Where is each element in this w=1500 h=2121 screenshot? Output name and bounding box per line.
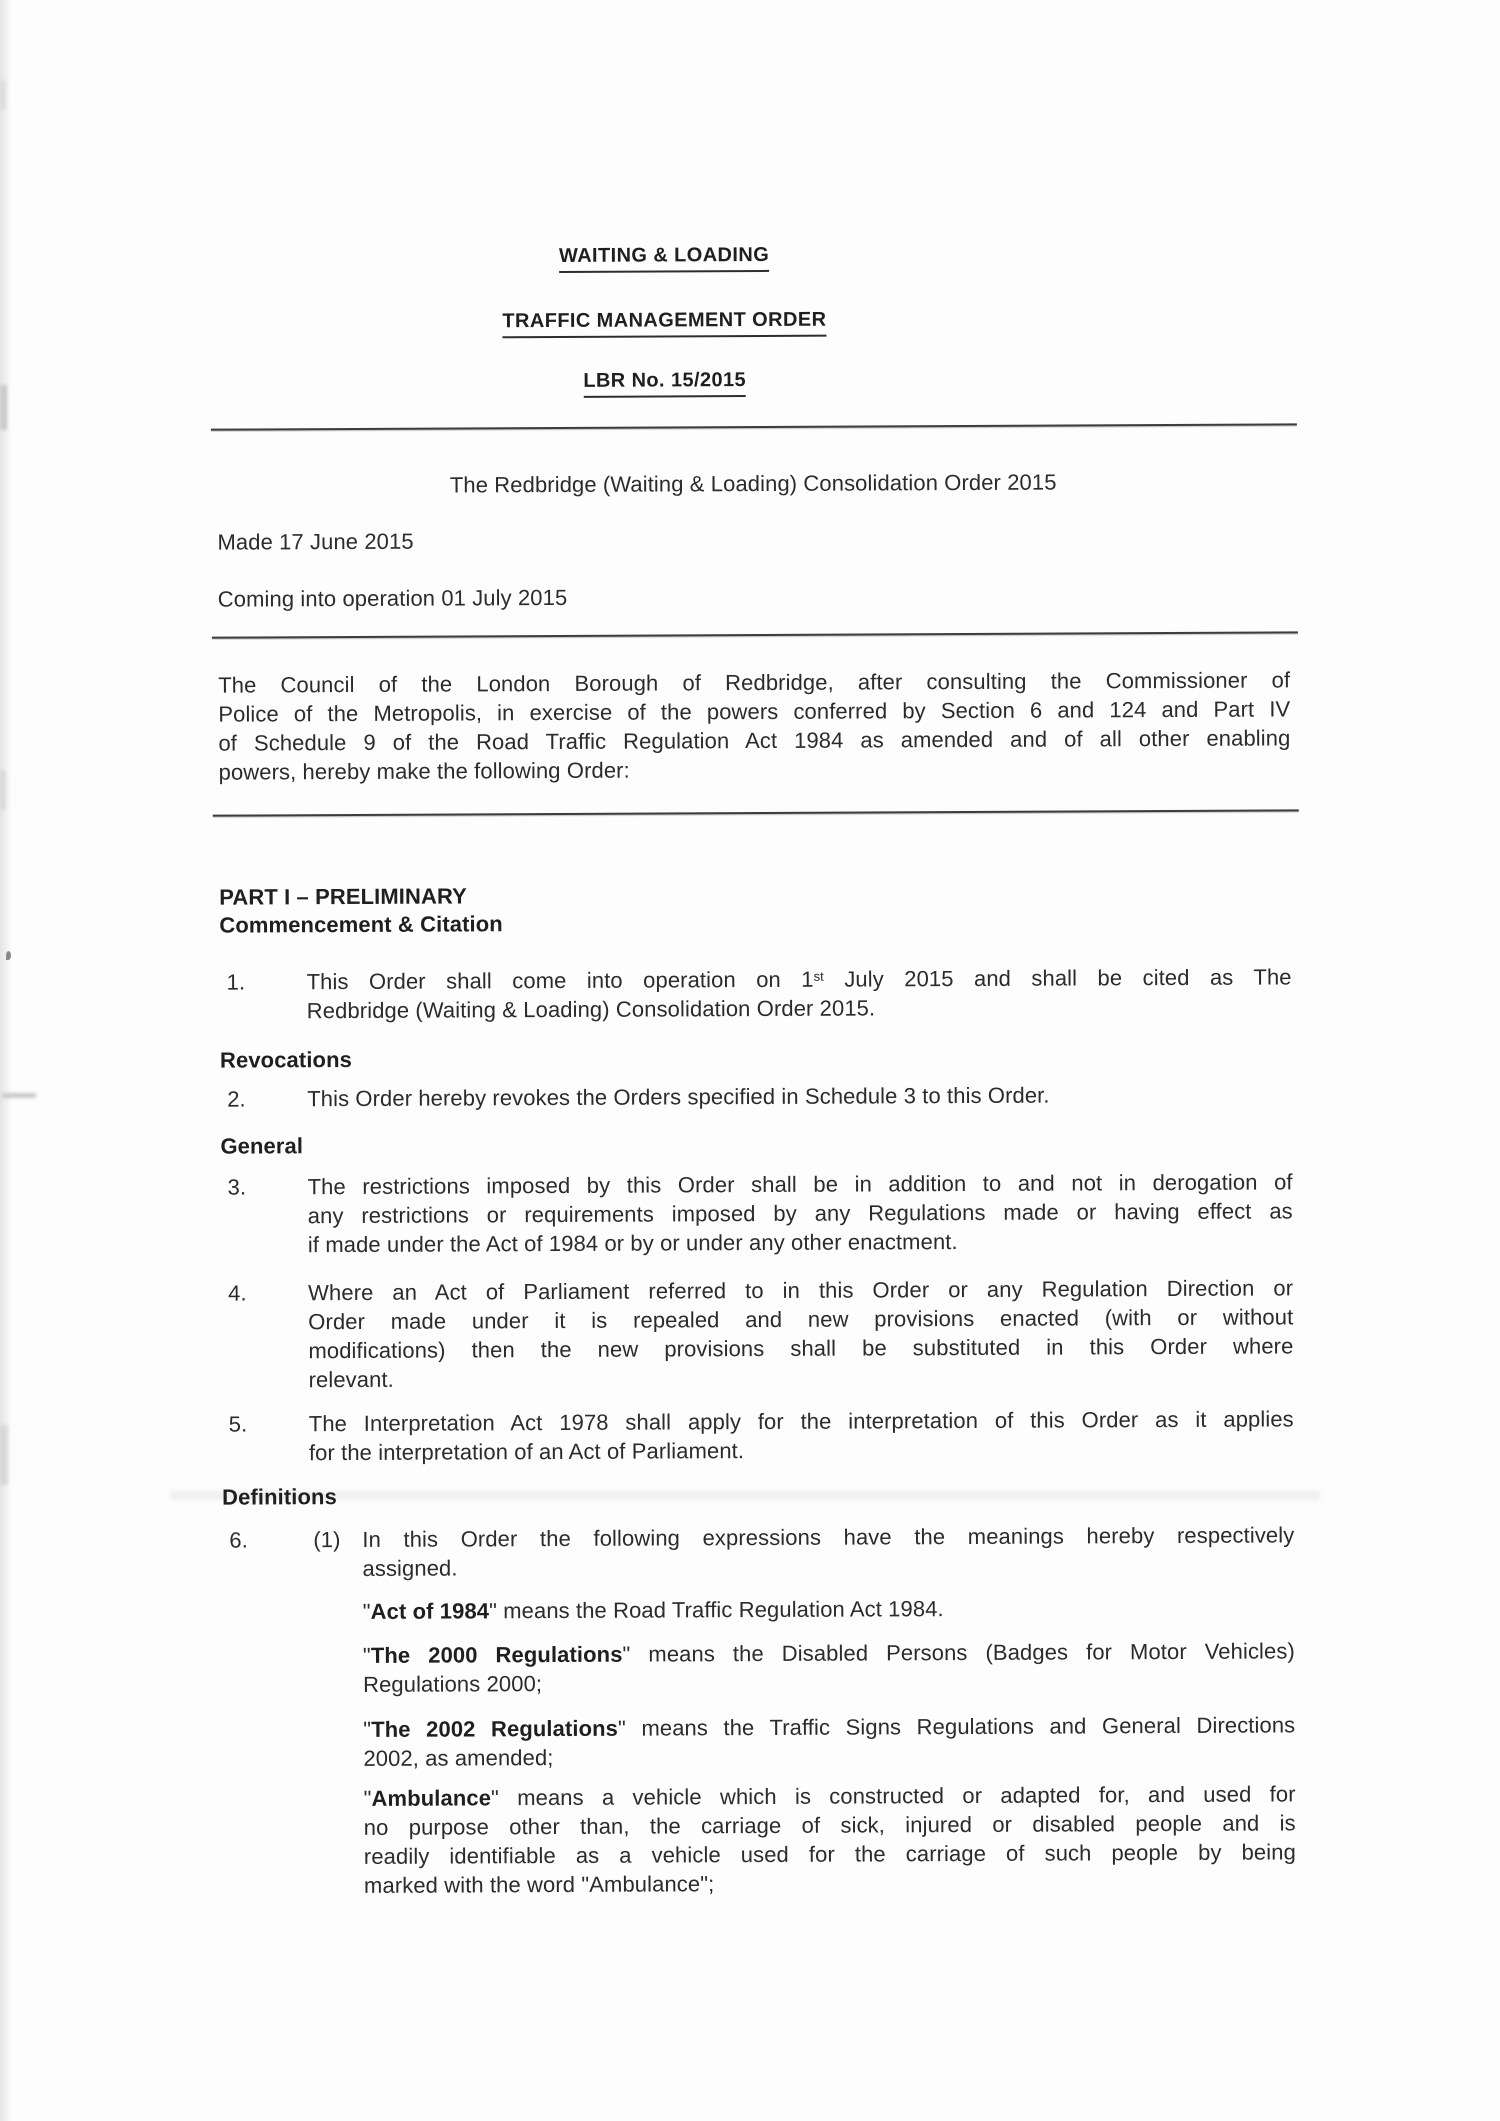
heading-line: Commencement & Citation <box>219 911 503 938</box>
text-segment: Coming into operation 01 July 2015 <box>217 584 568 612</box>
text-segment: Order made under it is repealed and new provisions enacted (with or without <box>308 1304 1294 1335</box>
bold-term: Act of 1984 <box>370 1598 490 1624</box>
text-line <box>308 1360 1293 1394</box>
item-subnumber: (1) <box>313 1527 341 1553</box>
text-line <box>307 991 1292 1025</box>
text-segment: The Interpretation Act 1978 shall apply for the interpretation of this Order as it applies <box>308 1406 1294 1437</box>
item-number: 1. <box>226 969 246 995</box>
doc-title <box>216 305 1288 339</box>
item-text <box>308 1273 1294 1394</box>
bold-term: Ambulance <box>371 1785 492 1811</box>
scan-smudge <box>0 1425 8 1485</box>
text-segment: " means the Traffic Signs Regulations and General Directions <box>617 1712 1296 1741</box>
numbered-item <box>220 962 1292 1025</box>
definition-item <box>363 1636 1295 1699</box>
text-line <box>363 1665 1295 1699</box>
heading-line: Revocations <box>219 1046 352 1073</box>
text-line <box>364 1837 1296 1871</box>
text-line <box>362 1549 1294 1583</box>
doc-title <box>216 240 1288 274</box>
text-segment: " <box>362 1598 371 1624</box>
scan-smudge <box>0 385 7 430</box>
text-segment: " means the Road Traffic Regulation Act 1984. <box>489 1596 944 1624</box>
superscript: st <box>813 968 824 984</box>
paragraph <box>218 579 1290 613</box>
section-heading <box>222 1478 1294 1511</box>
horizontal-rule <box>213 809 1299 816</box>
text-segment: of Schedule 9 of the Road Traffic Regulation Act 1984 as amended and of all other enabling <box>218 725 1291 756</box>
text-line <box>217 522 1289 556</box>
text-line <box>364 1866 1296 1900</box>
text-line <box>363 1739 1295 1773</box>
text-line <box>308 1196 1293 1230</box>
text-segment: Made 17 June 2015 <box>217 528 414 555</box>
heading-line: General <box>220 1133 304 1159</box>
doc-title <box>217 365 1289 399</box>
text-segment: any restrictions or requirements imposed by any Regulations made or having effect as <box>307 1198 1293 1229</box>
item-number: 4. <box>228 1280 247 1306</box>
document-content <box>216 240 1296 1900</box>
text-segment: " means a vehicle which is constructed or adapted for, and used for <box>490 1781 1296 1811</box>
numbered-item <box>220 1079 1292 1113</box>
scan-smudge <box>2 1093 36 1098</box>
section-heading <box>220 1041 1292 1074</box>
paragraph <box>218 665 1291 786</box>
text-line <box>364 1779 1296 1813</box>
text-segment: readily identifiable as a vehicle used for the carriage of such people by being <box>363 1839 1296 1869</box>
order-name: The Redbridge (Waiting & Loading) Consolidation Order 2015 <box>449 469 1057 498</box>
text-segment: The restrictions imposed by this Order shall be in addition to and not in derogation of <box>307 1169 1293 1200</box>
text-segment: assigned. <box>362 1555 458 1581</box>
definition-item <box>363 1710 1295 1773</box>
numbered-item <box>221 1167 1293 1259</box>
item-number: 3. <box>227 1174 247 1200</box>
text-line <box>218 723 1290 757</box>
text-line <box>363 1592 1295 1626</box>
text-segment: modifications) then the new provisions shall be substituted in this Order where <box>308 1333 1294 1364</box>
text-line <box>363 1636 1295 1670</box>
item-number: 2. <box>227 1086 246 1112</box>
doc-title-text: LBR No. 15/2015 <box>583 368 746 398</box>
numbered-item <box>221 1273 1294 1394</box>
bold-term: The 2002 Regulations <box>371 1715 619 1742</box>
text-line <box>308 1225 1293 1259</box>
definition-item <box>364 1779 1297 1900</box>
item-number: 5. <box>228 1411 248 1437</box>
text-line <box>219 752 1291 786</box>
text-segment: if made under the Act of 1984 or by or under any other enactment. <box>307 1229 958 1258</box>
text-segment: for the interpretation of an Act of Parliament. <box>308 1438 745 1466</box>
text-segment: Where an Act of Parliament referred to in this Order or any Regulation Direction or <box>308 1275 1294 1306</box>
scan-smudge <box>0 80 6 110</box>
text-segment: marked with the word "Ambulance"; <box>363 1871 715 1898</box>
numbered-item <box>222 1520 1294 1583</box>
heading-line: Definitions <box>222 1484 337 1510</box>
text-line <box>362 1520 1294 1554</box>
definition-item <box>363 1592 1295 1626</box>
text-segment: " means the Disabled Persons (Badges for Motor Vehicles) <box>622 1638 1295 1667</box>
item-text <box>307 1079 1292 1113</box>
text-segment: This Order shall come into operation on 1 <box>306 966 814 995</box>
text-segment: " <box>362 1642 371 1668</box>
numbered-item <box>222 1404 1294 1467</box>
text-segment: 2002, as amended; <box>363 1745 554 1771</box>
bold-term: The 2000 Regulations <box>370 1641 623 1668</box>
text-line <box>308 1331 1293 1365</box>
item-number: 6. <box>229 1527 248 1553</box>
text-line <box>307 962 1292 996</box>
text-line <box>309 1433 1294 1467</box>
horizontal-rule <box>212 631 1298 638</box>
text-segment: This Order hereby revokes the Orders specified in Schedule 3 to this Order. <box>307 1082 1050 1112</box>
item-text <box>309 1404 1294 1467</box>
text-line <box>364 1808 1296 1842</box>
text-segment: In this Order the following expressions have the meanings hereby respectively <box>362 1522 1295 1552</box>
text-segment: no purpose other than, the carriage of sick, injured or disabled people and is <box>363 1810 1296 1840</box>
doc-title-text: WAITING & LOADING <box>559 243 769 273</box>
doc-title-text: TRAFFIC MANAGEMENT ORDER <box>502 308 826 339</box>
text-segment: July 2015 and shall be cited as The <box>823 964 1292 992</box>
text-segment: The Council of the London Borough of Redbridge, after consulting the Commissioner of <box>218 667 1291 698</box>
text-line <box>307 1079 1292 1113</box>
item-text <box>307 962 1292 1025</box>
text-line <box>309 1404 1294 1438</box>
item-text <box>308 1167 1293 1259</box>
text-segment: Redbridge (Waiting & Loading) Consolidation Order 2015. <box>306 995 876 1024</box>
text-segment: Regulations 2000; <box>362 1671 543 1697</box>
item-text <box>362 1520 1294 1583</box>
section-heading <box>220 1127 1292 1160</box>
text-segment: " <box>363 1716 372 1742</box>
section-heading <box>219 878 1291 939</box>
horizontal-rule <box>211 423 1297 430</box>
text-line <box>363 1710 1295 1744</box>
text-segment: powers, hereby make the following Order: <box>218 757 630 785</box>
text-line <box>218 579 1290 613</box>
heading-line: PART I – PRELIMINARY <box>219 883 467 910</box>
paragraph <box>217 522 1289 556</box>
text-segment: Police of the Metropolis, in exercise of the powers conferred by Section 6 and 124 and Part IV <box>218 696 1291 727</box>
scan-smudge <box>0 770 6 810</box>
text-segment: " <box>363 1785 372 1811</box>
scan-speck <box>6 951 11 960</box>
text-segment: relevant. <box>308 1366 394 1393</box>
scan-edge-shadow <box>0 0 12 2121</box>
